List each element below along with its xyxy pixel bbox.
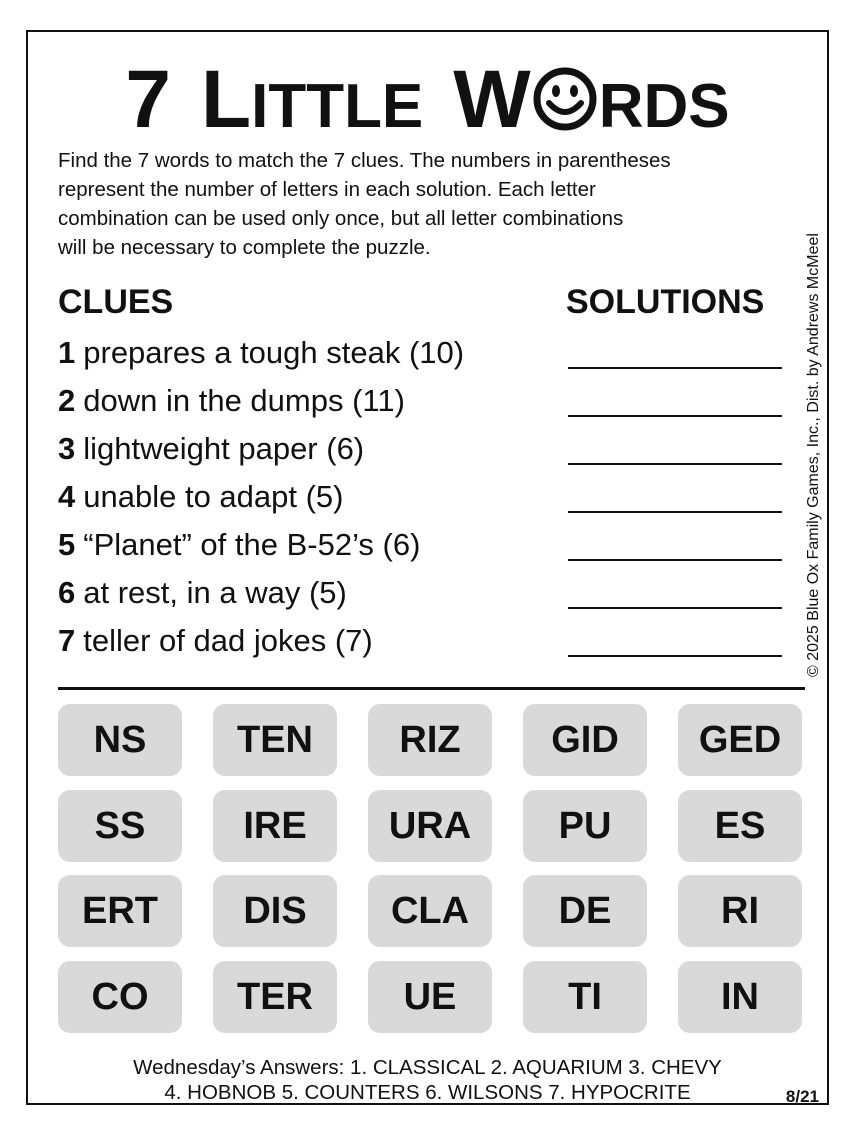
clue-number: 6 [58, 575, 76, 610]
letter-tile[interactable]: GID [523, 704, 647, 776]
letter-tile[interactable]: UE [368, 961, 492, 1033]
clue-number: 1 [58, 335, 76, 370]
clues-heading: CLUES [58, 283, 174, 321]
letter-tile[interactable]: RI [678, 875, 802, 947]
letter-tile[interactable]: NS [58, 704, 182, 776]
answers-line: 4. HOBNOB 5. COUNTERS 6. WILSONS 7. HYPOCRITE [164, 1081, 691, 1104]
title-number: 7 [125, 54, 171, 145]
clue-text: prepares a tough steak (10) [83, 335, 465, 370]
clue-number: 3 [58, 431, 76, 466]
letter-tile[interactable]: TER [213, 961, 337, 1033]
instructions-line: combination can be used only once, but all letter combinations [58, 207, 624, 230]
solution-blank-3[interactable] [568, 463, 782, 465]
instructions-line: Find the 7 words to match the 7 clues. The numbers in parentheses [58, 149, 671, 172]
letter-tile[interactable]: DIS [213, 875, 337, 947]
clue-2 [58, 382, 405, 420]
title-ittle: ITTLE [251, 72, 424, 141]
letter-tile[interactable]: CO [58, 961, 182, 1033]
instructions [58, 146, 808, 262]
letter-tile[interactable]: TEN [213, 704, 337, 776]
clue-3 [58, 430, 364, 468]
clue-text: “Planet” of the B-52’s (6) [83, 527, 421, 562]
clue-4 [58, 478, 344, 516]
smiley-face-icon [532, 66, 598, 132]
clue-text: unable to adapt (5) [83, 479, 344, 514]
title-rds: RDS [598, 72, 730, 141]
letter-tile[interactable]: PU [523, 790, 647, 862]
clue-text: at rest, in a way (5) [83, 575, 347, 610]
clue-5 [58, 526, 420, 564]
puzzle-title [28, 54, 827, 145]
letter-tile[interactable]: RIZ [368, 704, 492, 776]
letter-tile[interactable]: ES [678, 790, 802, 862]
solution-blank-4[interactable] [568, 511, 782, 513]
letter-tile[interactable]: IN [678, 961, 802, 1033]
clue-number: 2 [58, 383, 76, 418]
instructions-line: represent the number of letters in each solution. Each letter [58, 178, 596, 201]
solution-blank-1[interactable] [568, 367, 782, 369]
letter-tile[interactable]: TI [523, 961, 647, 1033]
letter-tile[interactable]: URA [368, 790, 492, 862]
letter-tile[interactable]: CLA [368, 875, 492, 947]
letter-tile[interactable]: ERT [58, 875, 182, 947]
previous-answers [28, 1055, 827, 1105]
puzzle-frame [26, 30, 829, 1105]
solution-blank-5[interactable] [568, 559, 782, 561]
answers-line: Wednesday’s Answers: 1. CLASSICAL 2. AQUARIUM 3. CHEVY [133, 1056, 722, 1079]
clue-number: 4 [58, 479, 76, 514]
clue-6 [58, 574, 347, 612]
letter-tile[interactable]: SS [58, 790, 182, 862]
clue-text: teller of dad jokes (7) [83, 623, 373, 658]
solution-blank-6[interactable] [568, 607, 782, 609]
letter-tile[interactable]: GED [678, 704, 802, 776]
title-letter-l: L [201, 54, 252, 145]
title-letter-w: W [453, 54, 531, 145]
clue-text: down in the dumps (11) [83, 383, 405, 418]
divider-rule [58, 687, 805, 690]
puzzle-date: 8/21 [785, 1087, 819, 1106]
instructions-line: will be necessary to complete the puzzle. [58, 236, 431, 259]
clue-number: 7 [58, 623, 76, 658]
letter-tile[interactable]: IRE [213, 790, 337, 862]
solution-blank-7[interactable] [568, 655, 782, 657]
copyright-notice: © 2025 Blue Ox Family Games, Inc., Dist. by Andrews McMeel [805, 233, 822, 677]
solutions-heading: SOLUTIONS [566, 283, 765, 321]
clue-1 [58, 334, 464, 372]
solution-blank-2[interactable] [568, 415, 782, 417]
clue-number: 5 [58, 527, 76, 562]
letter-tile[interactable]: DE [523, 875, 647, 947]
clue-7 [58, 622, 373, 660]
clue-text: lightweight paper (6) [83, 431, 365, 466]
